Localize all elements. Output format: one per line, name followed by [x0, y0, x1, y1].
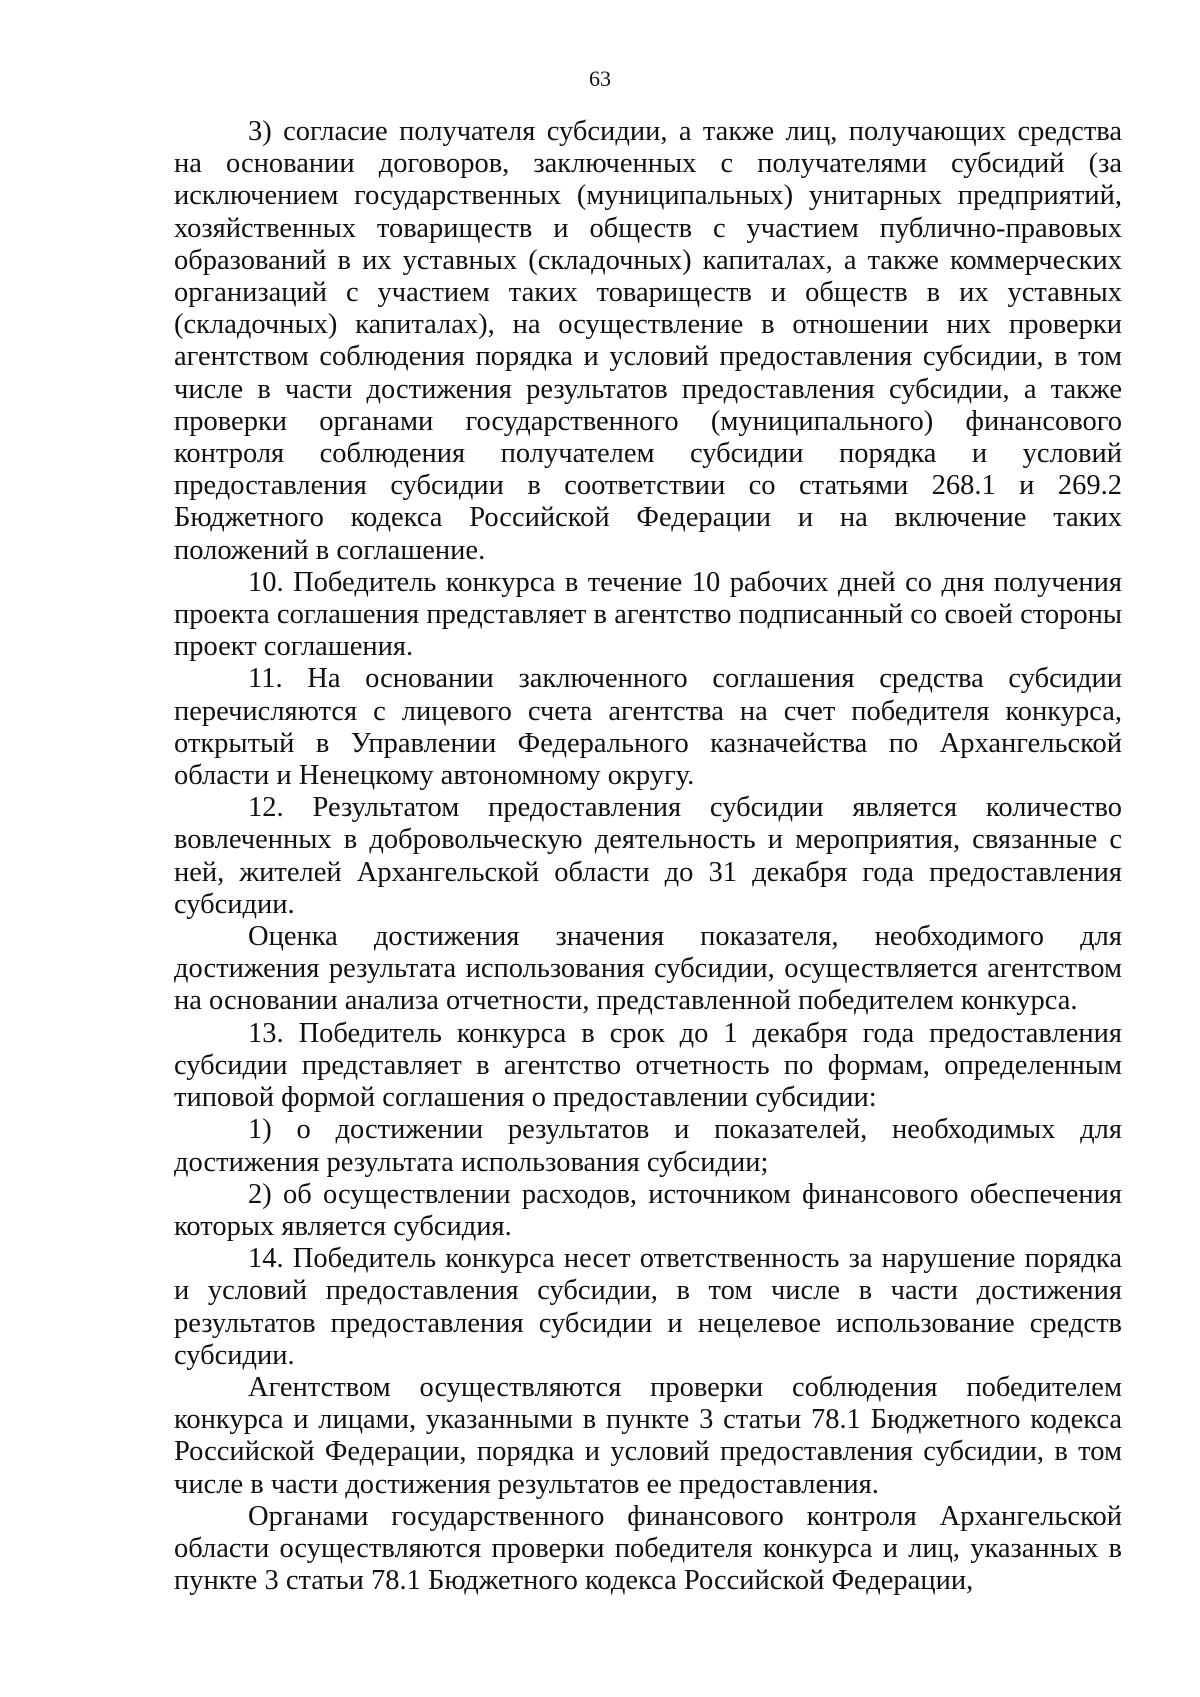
paragraph-item-3-consent: 3) согласие получателя субсидии, а также лиц, получающих средства на основании договоров, заключенных с получателями субсидий (за исключением государственных (муниципальных) унитарных предприятий, хозяйственных товариществ и обществ с участием публично-правовых образований в их уставных (складочных) капиталах, а также коммерческих организаций с участием таких товариществ и обществ в их уставных (складочных) капиталах), на осуществление в отношении них проверки агентством соблюдения порядка и условий предоставления субсидии, в том числе в части достижения результатов предоставления субсидии, а также проверки органами государственного (муниципального) финансового контроля соблюдения получателем субсидии порядка и условий предоставления субсидии в соответствии со статьями 268.1 и 269.2 Бюджетного кодекса Российской Федерации и на включение таких положений в соглашение. [174, 116, 1122, 566]
paragraph-indicator-assessment: Оценка достижения значения показателя, необходимого для достижения результата использования субсидии, осуществляется агентством на основании анализа отчетности, представленной победителем конкурса. [174, 921, 1122, 1017]
page-number: 63 [589, 66, 611, 91]
paragraph-report-item-2: 2) об осуществлении расходов, источником финансового обеспечения которых является субсидия. [174, 1178, 1122, 1242]
paragraph-agency-checks: Агентством осуществляются проверки соблюдения победителем конкурса и лицами, указанными в пункте 3 статьи 78.1 Бюджетного кодекса Российской Федерации, порядка и условий предоставления субсидии, в том числе в части достижения результатов ее предоставления. [174, 1371, 1122, 1500]
paragraph-financial-control: Органами государственного финансового контроля Архангельской области осуществляются проверки победителя конкурса и лиц, указанных в пункте 3 статьи 78.1 Бюджетного кодекса Российской Федерации, [174, 1500, 1122, 1597]
paragraph-clause-11: 11. На основании заключенного соглашения средства субсидии перечисляются с лицевого счета агентства на счет победителя конкурса, открытый в Управлении Федерального казначейства по Архангельской области и Ненецкому автономному округу. [174, 663, 1122, 792]
paragraph-clause-12: 12. Результатом предоставления субсидии является количество вовлеченных в добровольческую деятельность и мероприятия, связанные с ней, жителей Архангельской области до 31 декабря года предоставления субсидии. [174, 792, 1122, 920]
paragraph-clause-13: 13. Победитель конкурса в срок до 1 декабря года предоставления субсидии представляет в агентство отчетность по формам, определенным типовой формой соглашения о предоставлении субсидии: [174, 1017, 1122, 1114]
paragraph-report-item-1: 1) о достижении результатов и показателей, необходимых для достижения результата использования субсидии; [174, 1114, 1122, 1178]
paragraph-clause-14: 14. Победитель конкурса несет ответственность за нарушение порядка и условий предоставления субсидии, в том числе в части достижения результатов предоставления субсидии и нецелевое использование средств субсидии. [174, 1243, 1122, 1371]
document-body [174, 116, 1122, 1597]
paragraph-clause-10: 10. Победитель конкурса в течение 10 рабочих дней со дня получения проекта соглашения представляет в агентство подписанный со своей стороны проект соглашения. [174, 566, 1122, 663]
